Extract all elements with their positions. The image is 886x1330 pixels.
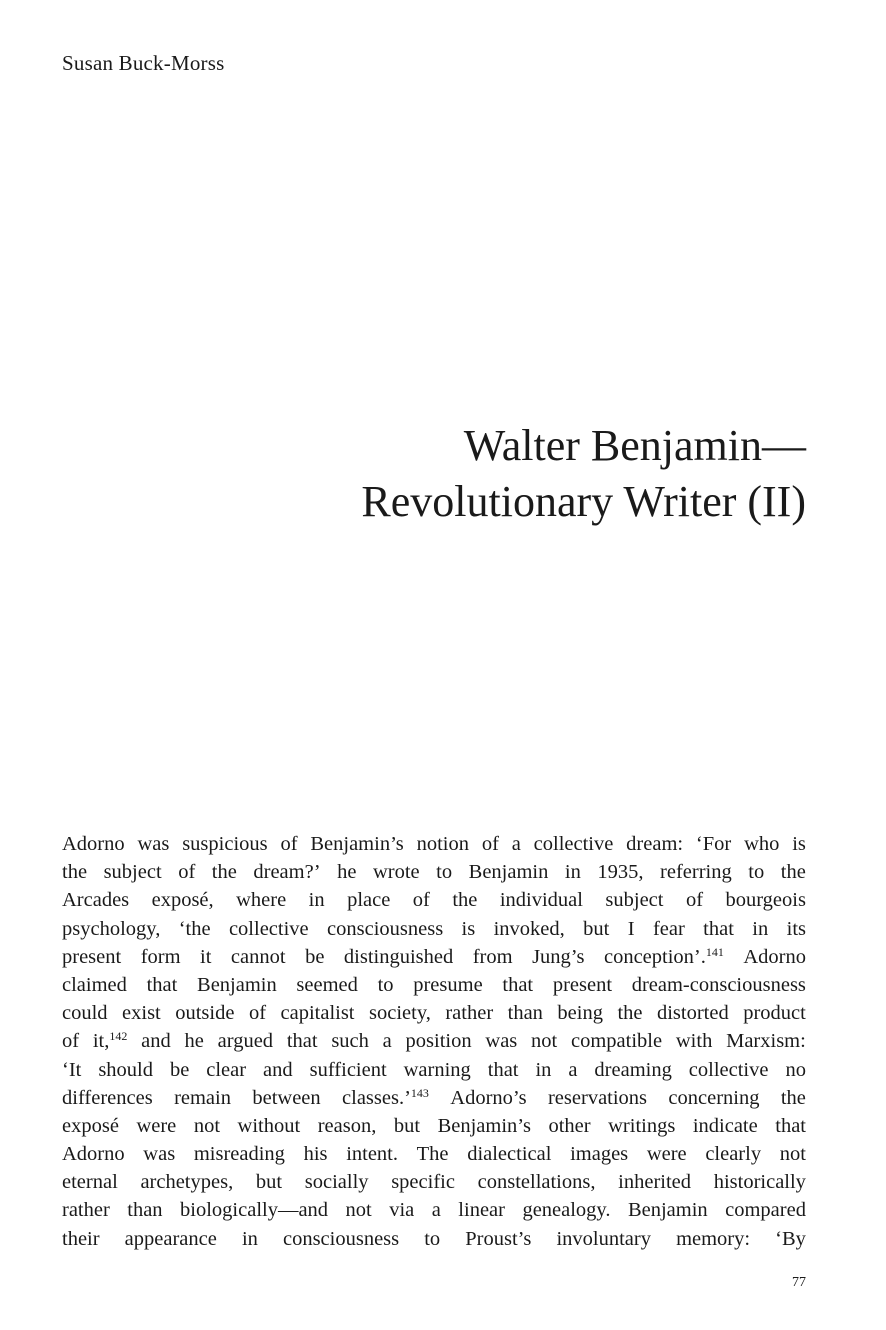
body-line: Adorno was suspicious of Benjamin’s notion of a collective dream: ‘For who is <box>62 833 806 855</box>
footnote-marker[interactable]: 143 <box>410 1085 429 1100</box>
body-line: ‘It should be clear and sufficient warning that in a dreaming collective no <box>62 1058 806 1081</box>
body-line: exposé were not without reason, but Benjamin’s other writings indicate that <box>62 1114 806 1137</box>
body-line: their appearance in consciousness to Proust’s involuntary memory: ‘By <box>62 1227 806 1250</box>
footnote-marker[interactable]: 141 <box>705 944 724 959</box>
body-line: psychology, ‘the collective consciousness is invoked, but I fear that in its <box>62 917 806 940</box>
body-line: differences remain between classes.’$^{143}$ Adorno’s reservations concerning the <box>62 1085 806 1109</box>
chapter-title-line-1: Walter Benjamin— <box>463 421 806 470</box>
body-paragraph <box>62 830 806 1253</box>
body-line: of it,$^{142}$ and he argued that such a position was not compatible with Marxism: <box>62 1029 806 1053</box>
chapter-title <box>106 418 806 530</box>
footnote-marker[interactable]: 142 <box>109 1029 128 1044</box>
page-number: 77 <box>792 1275 806 1290</box>
chapter-title-line-2: Revolutionary Writer (II) <box>361 477 806 526</box>
body-line: Adorno was misreading his intent. The dialectical images were clearly not <box>62 1143 806 1166</box>
body-line: present form it cannot be distinguished from Jung’s conception’.$^{141}$ Adorno <box>62 944 806 968</box>
body-line: could exist outside of capitalist society, rather than being the distorted product <box>62 1002 806 1025</box>
body-line: rather than biologically—and not via a linear genealogy. Benjamin compared <box>62 1199 806 1222</box>
body-line: the subject of the dream?’ he wrote to Benjamin in 1935, referring to the <box>62 861 806 884</box>
body-line: Arcades exposé, where in place of the individual subject of bourgeois <box>62 889 806 912</box>
body-line: claimed that Benjamin seemed to presume that present dream-consciousness <box>62 973 806 996</box>
body-line: eternal archetypes, but socially specific constellations, inherited historically <box>62 1171 806 1194</box>
running-header-author: Susan Buck-Morss <box>62 51 225 75</box>
